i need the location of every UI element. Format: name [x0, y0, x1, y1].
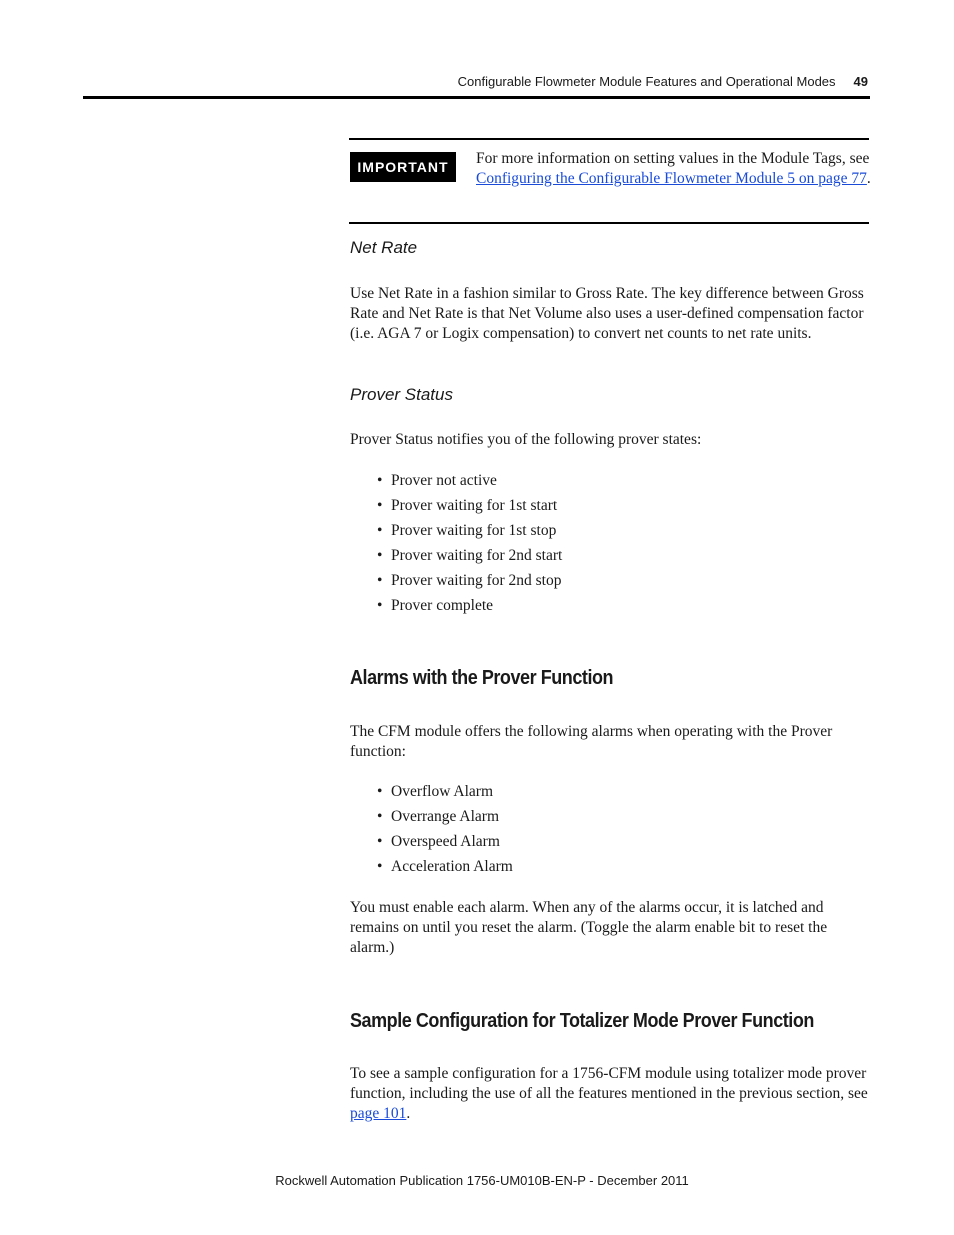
running-header	[458, 74, 868, 89]
important-text-before: For more information on setting values in the Module Tags, see	[476, 150, 870, 167]
list-item: • Acceleration Alarm	[377, 857, 513, 882]
list-item: • Prover waiting for 1st stop	[377, 521, 562, 546]
sample-text-before: To see a sample configuration for a 1756-CFM module using totalizer mode prover function, including the use of all the features mentioned in the previous section, see	[350, 1065, 868, 1102]
sample-text-after: .	[406, 1105, 411, 1122]
prover-states-list	[377, 471, 562, 621]
page-number: 49	[853, 74, 868, 89]
sample-config-heading: Sample Configuration for Totalizer Mode Prover Function	[350, 1010, 814, 1032]
list-item: • Prover waiting for 2nd start	[377, 546, 562, 571]
list-item: • Overspeed Alarm	[377, 832, 513, 857]
sample-config-paragraph	[350, 1064, 869, 1124]
header-title: Configurable Flowmeter Module Features and Operational Modes	[457, 74, 836, 89]
list-item: • Prover waiting for 2nd stop	[377, 571, 562, 596]
page-101-link[interactable]: page 101	[350, 1105, 407, 1122]
alarms-section-heading: Alarms with the Prover Function	[350, 667, 614, 689]
prover-status-intro: Prover Status notifies you of the following prover states:	[350, 431, 702, 448]
list-item: • Overflow Alarm	[377, 782, 513, 807]
list-item: • Prover not active	[377, 471, 562, 496]
alarms-closing-paragraph: You must enable each alarm. When any of the alarms occur, it is latched and remains on until you reset the alarm. (Toggle the alarm enable bit to reset the alarm.)	[350, 899, 828, 956]
important-text	[476, 149, 871, 189]
alarms-list	[377, 782, 513, 882]
important-text-after: .	[866, 170, 871, 187]
net-rate-heading: Net Rate	[350, 238, 418, 257]
important-box	[349, 138, 869, 224]
list-item: • Overrange Alarm	[377, 807, 513, 832]
header-rule	[83, 96, 870, 99]
list-item: • Prover waiting for 1st start	[377, 496, 562, 521]
publication-footer: Rockwell Automation Publication 1756-UM010B-EN-P - December 2011	[275, 1173, 689, 1188]
important-label: IMPORTANT	[350, 152, 456, 182]
list-item: • Prover complete	[377, 596, 562, 621]
prover-status-heading: Prover Status	[350, 385, 453, 404]
alarms-intro: The CFM module offers the following alarms when operating with the Prover function:	[350, 723, 833, 760]
configuring-module-link[interactable]: Configuring the Configurable Flowmeter Module 5 on page 77	[476, 170, 867, 187]
net-rate-paragraph: Use Net Rate in a fashion similar to Gross Rate. The key difference between Gross Rate and Net Rate is that Net Volume also uses a user-defined compensation factor (i.e. AGA 7 or Logix compensation) to convert net counts to net rate units.	[350, 285, 864, 342]
